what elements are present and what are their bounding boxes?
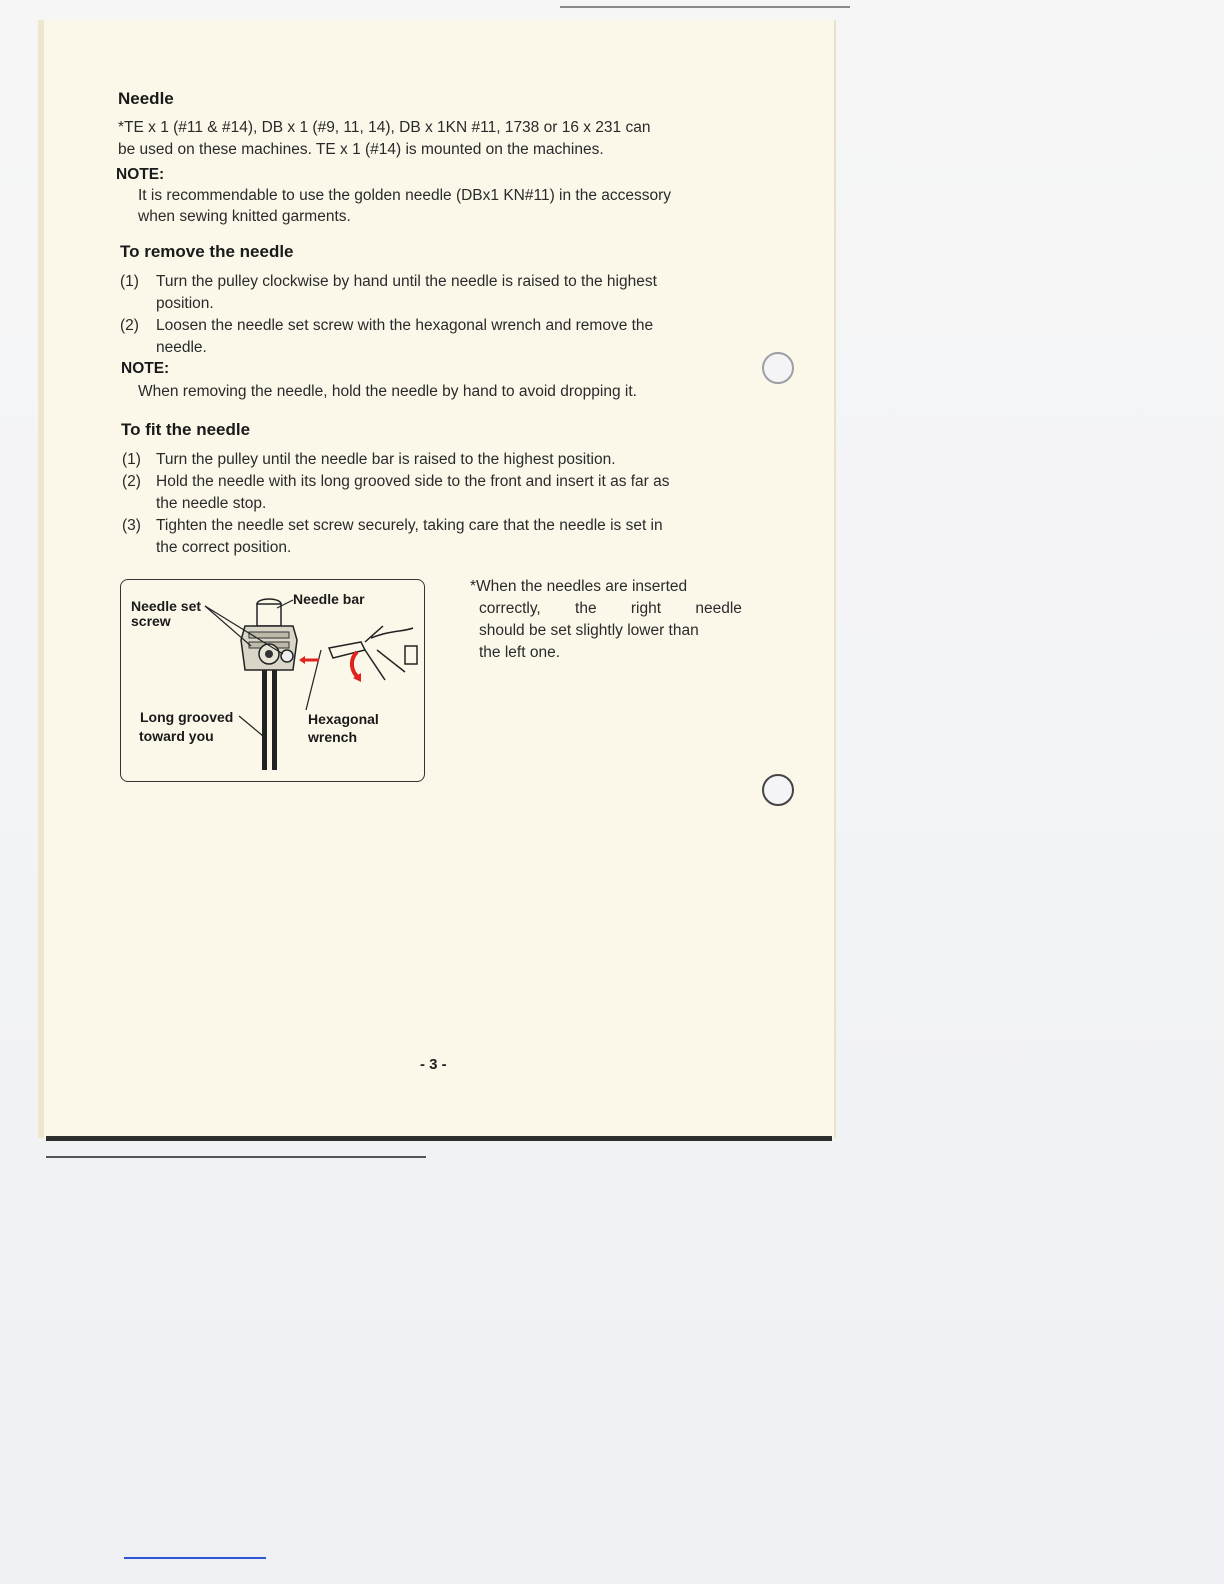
label-needle-bar: Needle bar (293, 591, 365, 607)
remove-step-1-line-1: Turn the pulley clockwise by hand until the needle is raised to the highest (156, 273, 657, 290)
remove-step-2-line-1: Loosen the needle set screw with the hexagonal wrench and remove the (156, 317, 654, 334)
needle-alignment-note (470, 576, 742, 664)
remove-step-1-line-2: position. (156, 295, 214, 312)
fit-step-1-line-1: Turn the pulley until the needle bar is raised to the highest position. (156, 451, 616, 468)
remove-note-text: When removing the needle, hold the needle by hand to avoid dropping it. (138, 383, 637, 400)
fit-step-2 (122, 471, 736, 515)
fit-step-3-num: (3) (122, 517, 141, 534)
remove-step-1 (120, 271, 736, 315)
label-long-grooved-2: toward you (139, 728, 214, 744)
fit-step-3-line-1: Tighten the needle set screw securely, taking care that the needle is set in (156, 517, 663, 534)
aside-line-1: *When the needles are inserted (470, 578, 688, 595)
aside-line-4: the left one. (479, 644, 561, 661)
fit-heading: To fit the needle (121, 420, 251, 439)
fit-step-2-line-2: the needle stop. (156, 495, 267, 512)
aside-line-3: should be set slightly lower than (479, 622, 699, 639)
aside-line-2: correctly, the right needle (479, 600, 742, 617)
needle-figure (120, 579, 425, 782)
label-needle-set-screw-2: screw (131, 613, 171, 629)
page-number: - 3 - (420, 1056, 447, 1073)
needle-line-2: be used on these machines. TE x 1 (#14) is mounted on the machines. (118, 141, 604, 158)
fit-step-2-num: (2) (122, 473, 141, 490)
remove-step-2-line-2: needle. (156, 339, 207, 356)
label-long-grooved-1: Long grooved (140, 709, 234, 725)
needle-note-label: NOTE: (116, 166, 165, 183)
fit-step-3-line-2: the correct position. (156, 539, 292, 556)
needle-note-line-2: when sewing knitted garments. (138, 208, 351, 225)
remove-step-1-num: (1) (120, 273, 139, 290)
needle-heading: Needle (118, 89, 174, 108)
label-hexagonal-wrench-2: wrench (308, 729, 358, 745)
fit-step-1 (122, 449, 736, 471)
needle-line-1: *TE x 1 (#11 & #14), DB x 1 (#9, 11, 14), DB x 1KN #11, 1738 or 16 x 231 can (118, 119, 651, 136)
remove-step-2-num: (2) (120, 317, 139, 334)
label-needle-set-screw-1: Needle set (131, 598, 202, 614)
fit-step-1-num: (1) (122, 451, 141, 468)
remove-note-label: NOTE: (121, 360, 170, 377)
fit-step-3 (122, 515, 736, 559)
remove-step-2 (120, 315, 736, 359)
needle-note-line-1: It is recommendable to use the golden needle (DBx1 KN#11) in the accessory (138, 187, 672, 204)
remove-heading: To remove the needle (120, 242, 294, 261)
fit-step-2-line-1: Hold the needle with its long grooved side to the front and insert it as far as (156, 473, 670, 490)
label-hexagonal-wrench-1: Hexagonal (308, 711, 379, 727)
